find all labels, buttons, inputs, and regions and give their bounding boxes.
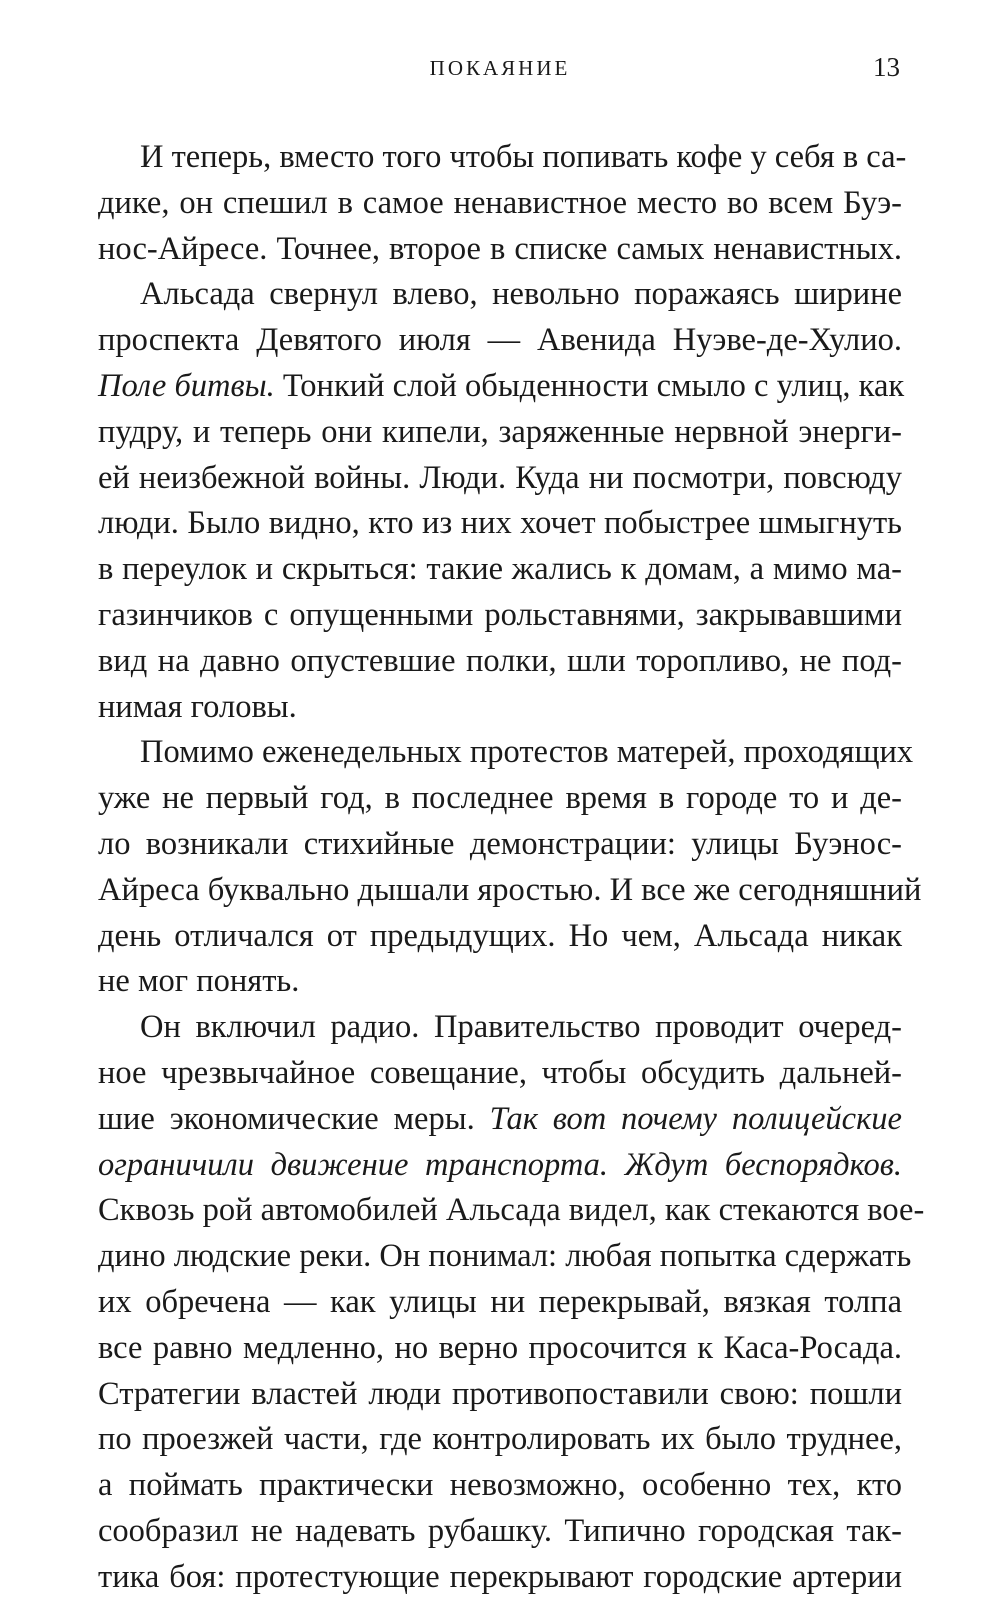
text-line: уже не первый год, в последнее время в городе то и де-: [98, 780, 902, 817]
text-line: И теперь, вместо того чтобы попивать кофе у себя в са-: [140, 139, 907, 175]
text-line: дино людские реки. Он понимал: любая попытка сдержать: [98, 1238, 912, 1275]
running-title: ПОКАЯНИЕ: [429, 56, 571, 80]
text-line: по проезжей части, где контролировать их было труднее,: [98, 1421, 902, 1458]
text-line: Сквозь рой автомобилей Альсада видел, как стекаются вое-: [98, 1192, 925, 1229]
text-line: день отличался от предыдущих. Но чем, Альсада никак: [98, 917, 902, 954]
text-line: люди. Было видно, кто из них хочет побыстрее шмыгнуть: [98, 505, 902, 542]
text-line: ное чрезвычайное совещание, чтобы обсудить дальней-: [98, 1054, 902, 1091]
text-line: ей неизбежной войны. Люди. Куда ни посмотри, повсюду: [98, 459, 902, 496]
text-line: пудру, и теперь они кипели, заряженные нервной энерги-: [98, 413, 902, 450]
text-line: проспекта Девятого июля — Авенида Нуэве-де-Хулио.: [98, 322, 902, 359]
page-number: 13: [873, 52, 900, 82]
text-line: Помимо еженедельных протестов матерей, проходящих: [140, 734, 914, 771]
text-line: шие экономические меры. Так вот почему полицейские: [98, 1100, 902, 1137]
text-line: газинчиков с опущенными рольставнями, закрывавшими: [98, 596, 902, 633]
text-line: их обречена — как улицы ни перекрывай, вязкая толпа: [98, 1283, 902, 1320]
text-line: Альсада свернул влево, невольно поражаясь ширине: [140, 276, 902, 313]
text-line: [98, 1143, 902, 1189]
text-line: все равно медленно, но верно просочится к Каса-Росада.: [98, 1329, 902, 1366]
text-line: Стратегии властей люди противопоставили свою: пошли: [98, 1375, 902, 1412]
text-line: тика боя: протестующие перекрывают городские артерии: [98, 1558, 902, 1595]
text-line: вид на давно опустевшие полки, шли торопливо, не под-: [98, 642, 902, 679]
text-line: нос-Айресе. Точнее, второе в списке самых ненавистных.: [98, 230, 902, 267]
text-line: дике, он спешил в самое ненавистное место во всем Буэ-: [98, 184, 902, 221]
text-line: Поле битвы. Тонкий слой обыденности смыло с улиц, как: [98, 367, 905, 404]
text-line: нимая головы.: [98, 688, 297, 725]
text-line: в переулок и скрыться: такие жались к домам, а мимо ма-: [98, 551, 902, 588]
body-text: [98, 135, 925, 1601]
text-line: а поймать практически невозможно, особенно тех, кто: [98, 1467, 902, 1504]
text-line: не мог понять.: [98, 963, 300, 1000]
text-line: сообразил не надевать рубашку. Типично городская так-: [98, 1512, 902, 1549]
text-line: Он включил радио. Правительство проводит очеред-: [140, 1009, 902, 1046]
text-line: ло возникали стихийные демонстрации: улицы Буэнос-: [98, 825, 902, 862]
text-line: Айреса буквально дышали яростью. И все же сегодняшний: [98, 871, 922, 908]
italic-phrase: Поле битвы.: [98, 367, 275, 404]
italic-phrase: Так вот почему полицейские: [489, 1100, 902, 1137]
page-header: [100, 52, 900, 92]
italic-phrase: ограничили движение транспорта. Ждут беспорядков.: [98, 1146, 902, 1183]
